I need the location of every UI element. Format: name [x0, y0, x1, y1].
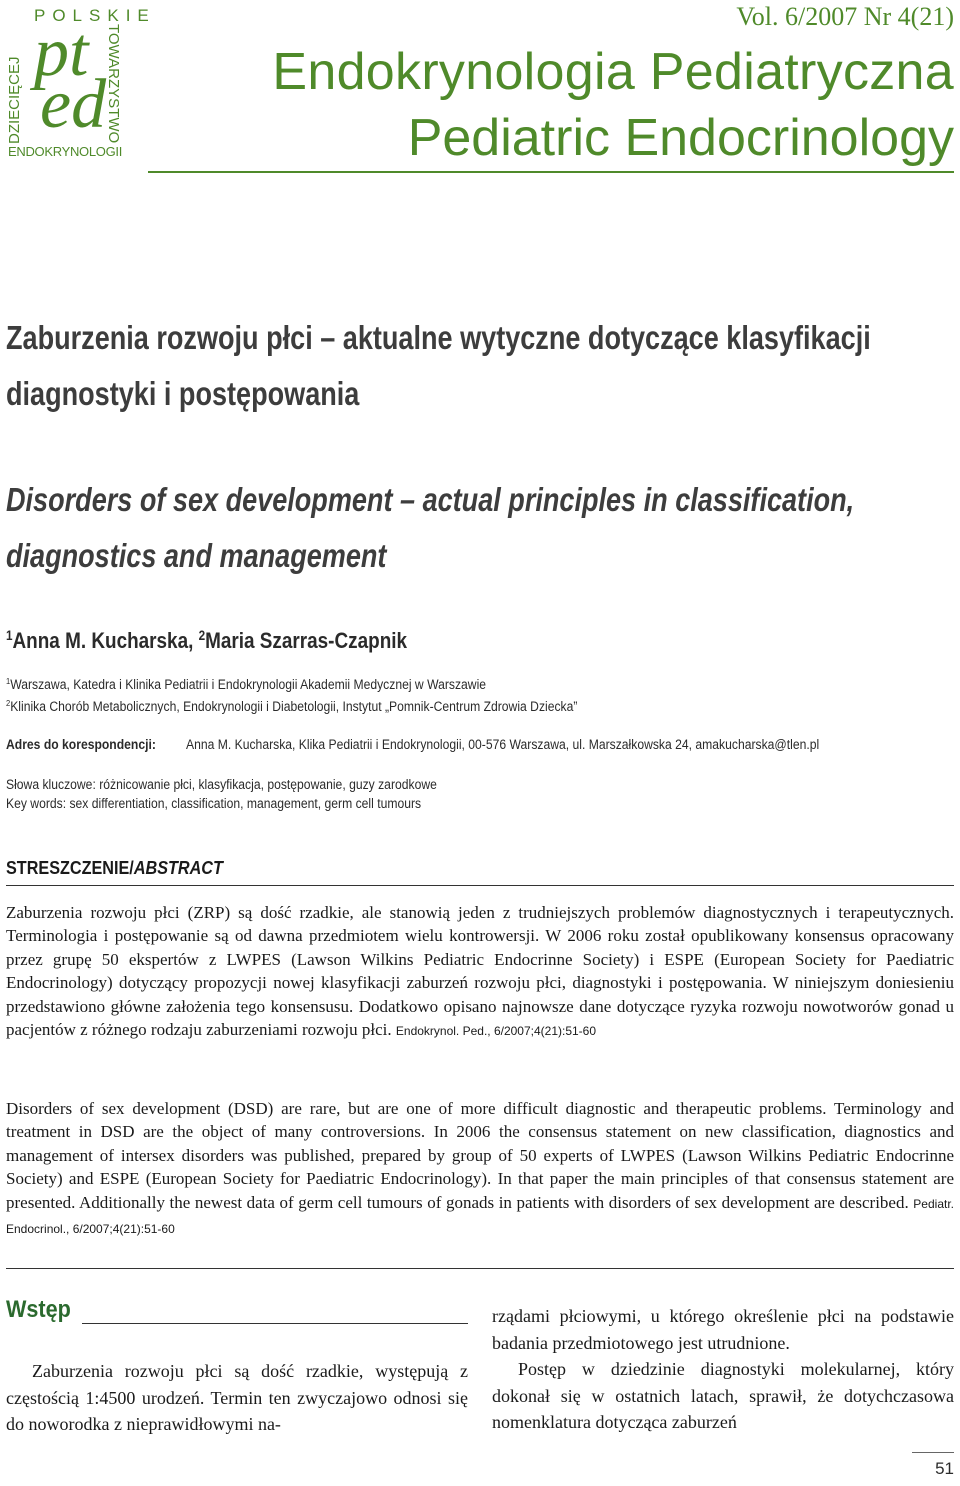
abstract-heading-en: ABSTRACT [133, 858, 223, 878]
article-title-pl: Zaburzenia rozwoju płci – aktualne wytyczne dotyczące klasyfikacji diagnostyki i postępowania [6, 319, 871, 412]
article-title-en: Disorders of sex development – actual principles in classification, diagnostics and management [6, 481, 855, 574]
section-heading: Wstęp [6, 1296, 71, 1323]
logo-mark-top: pt [34, 14, 89, 91]
affiliation-1-superscript: 1 [6, 675, 11, 686]
abstract-en-citation: Pediatr. Endocrinol., 6/2007;4(21):51-60 [6, 1196, 954, 1237]
page-number: 51 [935, 1459, 954, 1478]
author-2-name: Maria Szarras-Czapnik [205, 628, 408, 653]
logo-text-top: POLSKIE [34, 6, 156, 25]
abstract-pl-citation: Endokrynol. Ped., 6/2007;4(21):51-60 [395, 1024, 597, 1039]
author-1-name: Anna M. Kucharska, [12, 628, 199, 653]
keywords-en: Key words: sex differentiation, classification, management, germ cell tumours [6, 796, 422, 811]
logo-text-left: DZIECIĘCEJ [6, 56, 23, 144]
body-right-paragraph-1: rządami płciowymi, u którego określenie płci na podstawie badania przedmiotowego jest utrudnione. [492, 1306, 954, 1353]
journal-title-en: Pediatric Endocrinology [407, 109, 954, 167]
abstract-en [6, 1097, 954, 1241]
volume-info: Vol. 6/2007 Nr 4(21) [736, 2, 954, 31]
logo-text-right: TOWARZYSTWO [105, 24, 122, 144]
journal-logo [4, 4, 156, 162]
correspondence-label: Adres do korespondencji: [6, 737, 156, 752]
logo-mark-bottom: ed [40, 66, 107, 143]
keywords-pl: Słowa kluczowe: różnicowanie płci, klasyfikacja, postępowanie, guzy zarodkowe [6, 777, 437, 792]
affiliation-1 [6, 677, 486, 692]
author-2-superscript: 2 [198, 627, 206, 643]
affiliation-2-text: Klinika Chorób Metabolicznych, Endokrynologii i Diabetologii, Instytut „Pomnik-Centrum Zdrowia Dziecka” [10, 699, 578, 714]
abstract-heading-pl: STRESZCZENIE/ [6, 858, 134, 878]
correspondence-address: Anna M. Kucharska, Klika Pediatrii i Endokrynologii, 00-576 Warszawa, ul. Marszałkowska 24, amakucharska@tlen.pl [186, 737, 820, 752]
section-heading-rule [82, 1323, 468, 1324]
abstract-pl-text: Zaburzenia rozwoju płci (ZRP) są dość rzadkie, ale stanowią jeden z trudniejszych problemów diagnostycznych i terapeutycznych. Terminologia i postępowanie są od dawna przedmiotem wielu kontrowersji. W 2006 roku został opublikowany konsensus opracowany przez grupę 50 ekspertów z LWPES (Lawson Wilkins Pediatric Endocrinne Society) i ESPE (European Society for Paediatric Endocrinology) dotyczący propozycji nowej klasyfikacji zaburzeń rozwoju płci, diagnostyki i postępowania. W niniejszym doniesieniu przedstawiono główne założenia tego konsensusu. Dodatkowo opisano najnowsze dane dotyczące ryzyka rozwoju nowotworów gonad u pacjentów z różnego rodzaju zaburzeniami rozwoju płci. [6, 903, 954, 1040]
abstract-en-text: Disorders of sex development (DSD) are rare, but are one of more difficult diagnostic and therapeutic problems. Terminology and treatment in DSD are the object of many controversions. In 2006 the consensus statement on new classification, diagnostics and management of intersex disorders was published, prepared by group of 50 experts of LWPES (Lawson Wilkins Pediatric Endocrinne Society) and ESPE (European Society for Paediatric Endocrinology). In that paper the main principles of that consensus statement are presented. Additionally the newest data of germ cell tumours of gonads in patients with disorders of sex development are described. [6, 1099, 954, 1212]
journal-title-pl: Endokrynologia Pediatryczna [272, 43, 954, 101]
body-right-paragraph-2: Postęp w dziedzinie diagnostyki molekularnej, który dokonał się w ostatnich latach, sprawił, że dotychczasowa nomenklatura dotycząca zaburzeń [492, 1359, 954, 1432]
author-1-superscript: 1 [6, 627, 13, 643]
affiliation-1-text: Warszawa, Katedra i Klinika Pediatrii i Endokrynologii Akademii Medycznej w Warszawie [10, 677, 487, 692]
affiliation-2-superscript: 2 [6, 697, 11, 708]
section-divider [6, 1268, 954, 1269]
abstract-heading [6, 858, 223, 879]
affiliation-2 [6, 699, 577, 714]
abstract-divider [6, 885, 954, 886]
abstract-pl [6, 901, 954, 1043]
body-left-paragraph: Zaburzenia rozwoju płci są dość rzadkie, występują z częstością 1:4500 urodzeń. Termin ten zwyczajowo odnosi się do noworodka z nieprawidłowymi na- [6, 1361, 468, 1434]
logo-text-bottom: ENDOKRYNOLOGII [8, 144, 123, 159]
footer-rule [912, 1452, 954, 1453]
header-divider [148, 171, 954, 173]
author-list [6, 628, 407, 654]
